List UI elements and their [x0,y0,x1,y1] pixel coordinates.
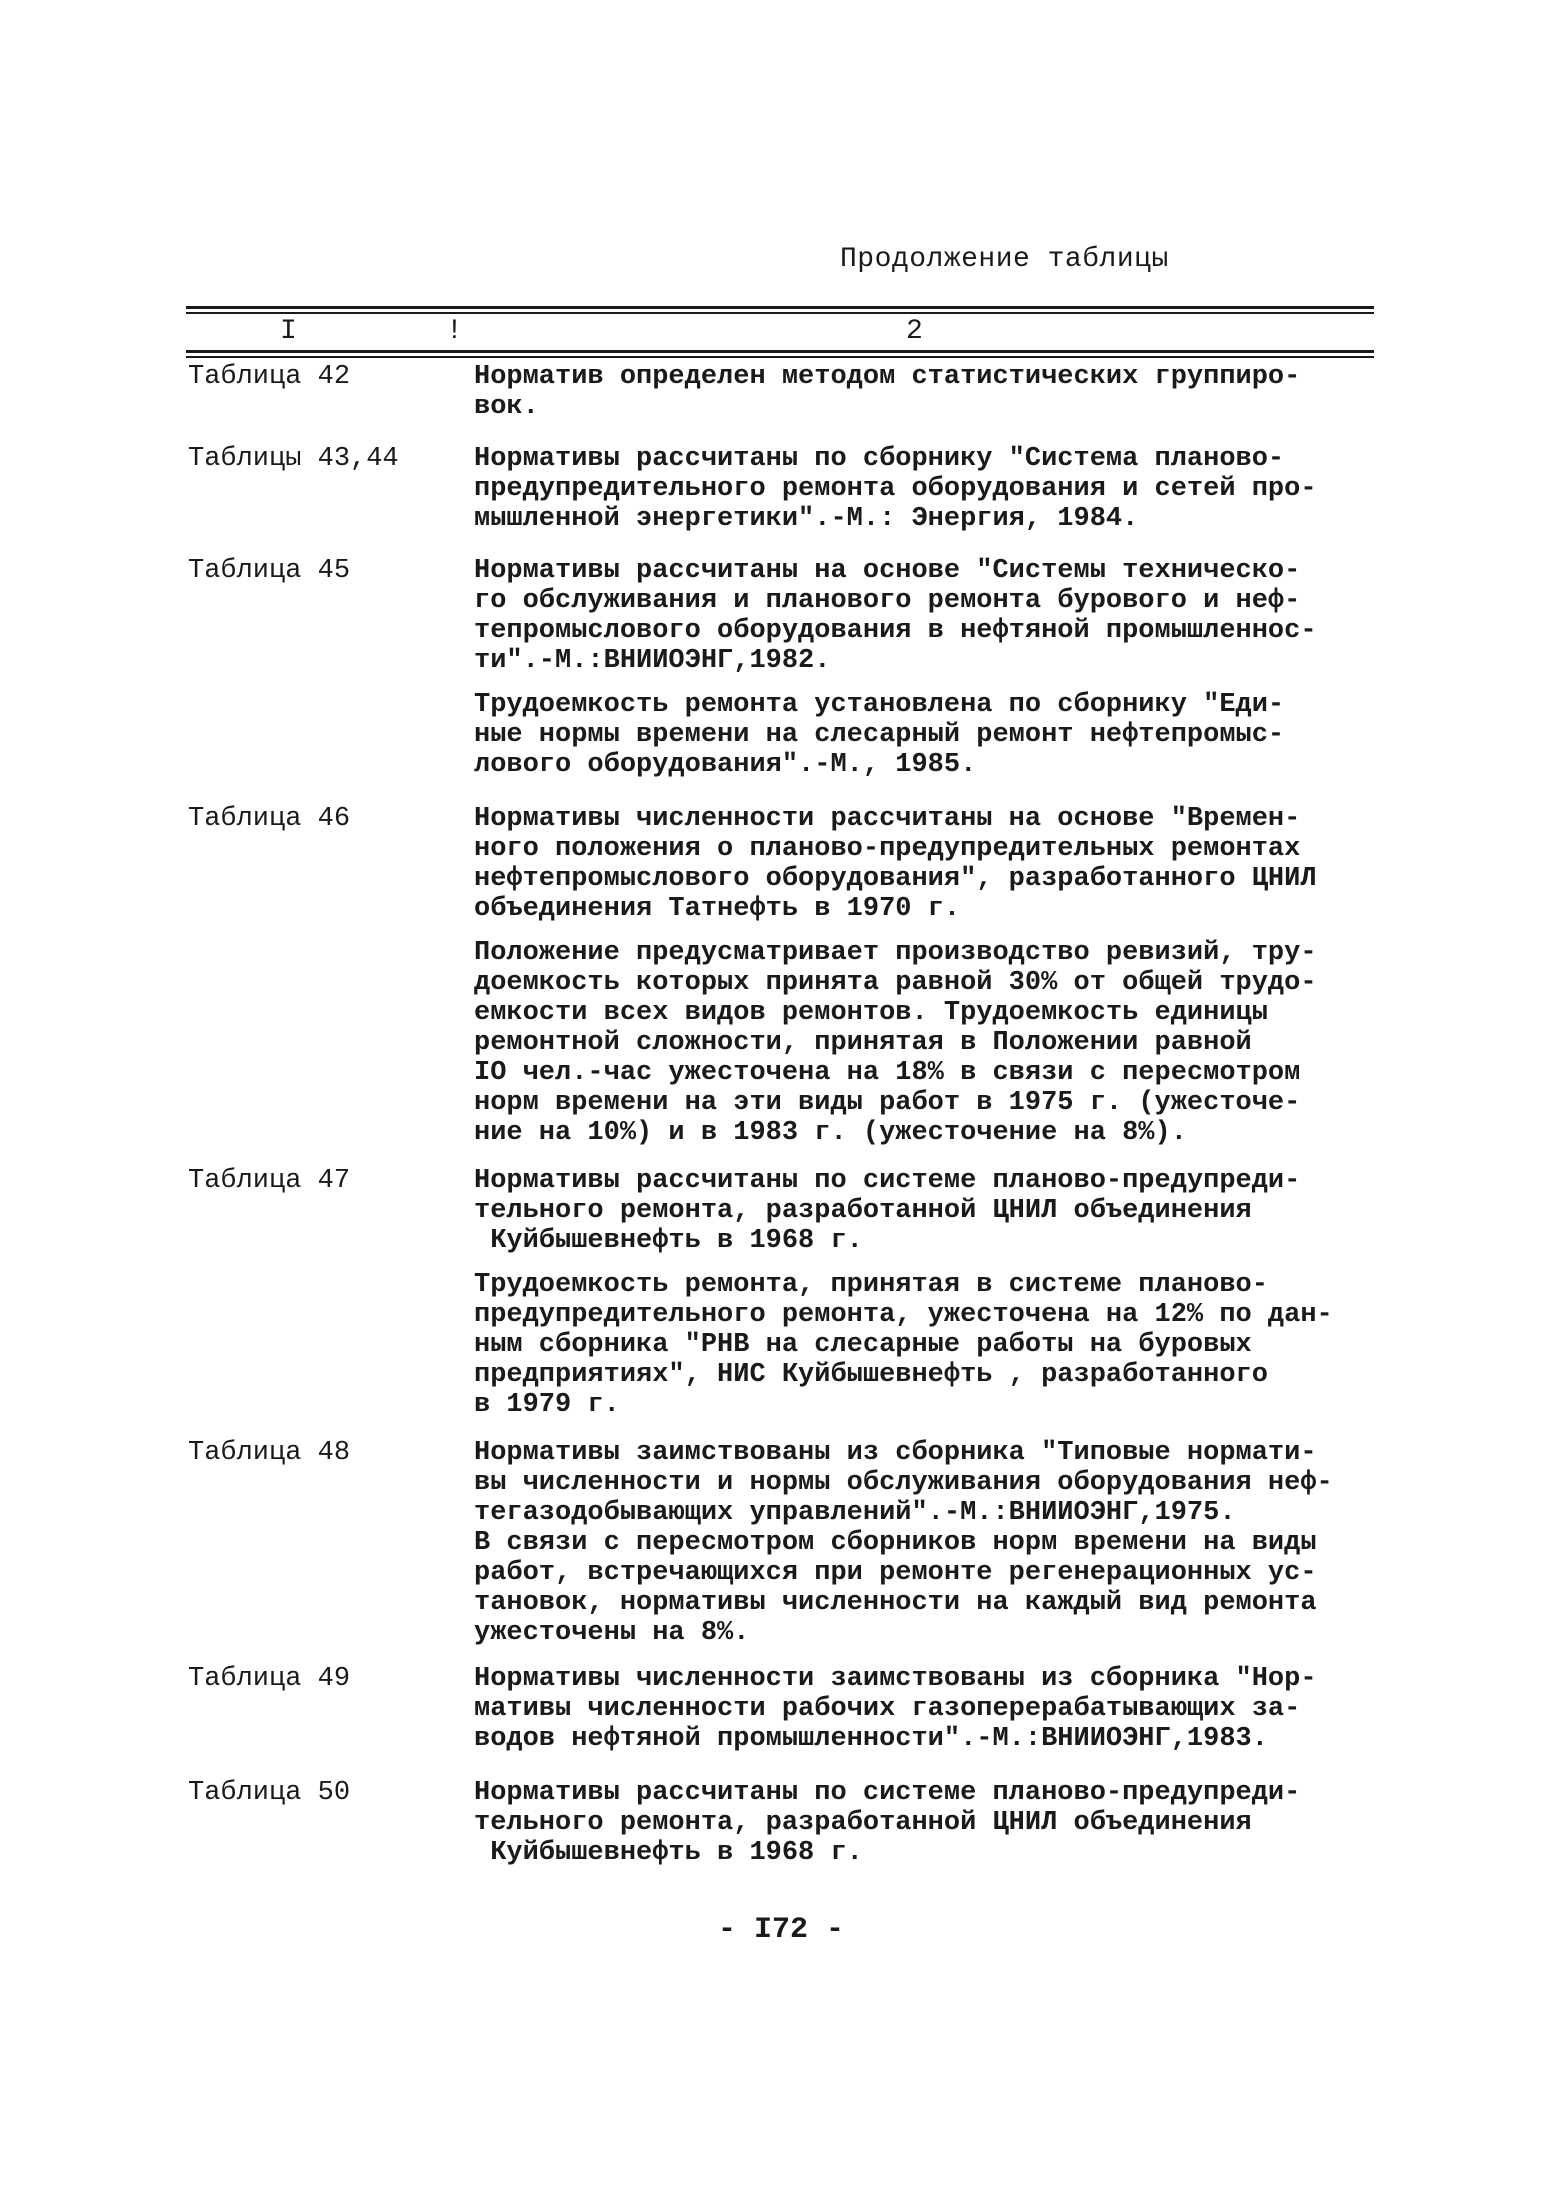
row-paragraph: Нормативы рассчитаны по сборнику "Система планово- предупредительного ремонта оборудования и сетей про- мышленной энергетики".-М.: Энергия, 1984. [474,444,1317,534]
row-paragraph: Нормативы заимствованы из сборника "Типовые нормати- вы численности и нормы обслуживания оборудования неф- тегазодобывающих управлений".-М.:ВНИИОЭНГ,1975. В связи с пересмотром сборников норм времени на виды работ, встречающихся при ремонте регенерационных ус- тановок, нормативы численности на каждый вид ремонта ужесточены на 8%. [474,1438,1333,1648]
row-label: Таблица 46 [188,804,351,834]
row-description [474,556,1404,794]
row-description [474,1438,1404,1662]
table-top-rule [186,306,1374,309]
row-label: Таблицы 43,44 [188,444,399,474]
row-description [474,362,1404,436]
row-label: Таблица 45 [188,556,351,586]
row-description [474,1778,1404,1882]
row-paragraph: Нормативы численности рассчитаны на основе "Времен- ного положения о планово-предупредительных ремонтах нефтепромыслового оборудования", разработанного ЦНИЛ объединения Татнефть в 1970 г. [474,804,1317,924]
row-paragraph: Трудоемкость ремонта установлена по сборнику "Еди- ные нормы времени на слесарный ремонт нефтепромыс- лового оборудования".-М., 1985. [474,690,1285,780]
table-top-rule-thin [186,312,1374,314]
row-label: Таблица 49 [188,1664,351,1694]
row-description [474,1166,1404,1434]
table-header-rule [186,350,1374,353]
row-paragraph: Нормативы численности заимствованы из сборника "Нор- мативы численности рабочих газоперерабатывающих за- водов нефтяной промышленности".-М.:ВНИИОЭНГ,1983. [474,1664,1317,1754]
column-header-2: 2 [906,316,923,347]
row-label: Таблица 50 [188,1778,351,1808]
row-paragraph: Норматив определен методом статистических группиро- вок. [474,362,1301,422]
table-header-rule-thin [186,356,1374,358]
row-paragraph: Нормативы рассчитаны на основе "Системы техническо- го обслуживания и планового ремонта бурового и неф- тепромыслового оборудования в нефтяной промышленнос- ти".-М.:ВНИИОЭНГ,1982. [474,556,1317,676]
row-label: Таблица 48 [188,1438,351,1468]
page-number: - I72 - [718,1913,845,1947]
row-description [474,1664,1404,1768]
row-label: Таблица 42 [188,362,351,392]
row-paragraph: Трудоемкость ремонта, принятая в системе планово- предупредительного ремонта, ужесточена на 12% по дан- ным сборника "РНВ на слесарные работы на буровых предприятиях", НИС Куйбышевнефть , разработанного в 1979 г. [474,1270,1333,1420]
row-label: Таблица 47 [188,1166,351,1196]
row-paragraph: Нормативы рассчитаны по системе планово-предупреди- тельного ремонта, разработанной ЦНИЛ объединения Куйбышевнефть в 1968 г. [474,1778,1301,1868]
row-paragraph: Нормативы рассчитаны по системе планово-предупреди- тельного ремонта, разработанной ЦНИЛ объединения Куйбышевнефть в 1968 г. [474,1166,1301,1256]
column-header-1: I [280,316,297,347]
row-description [474,804,1404,1162]
table-continuation-caption: Продолжение таблицы [840,244,1169,275]
row-paragraph: Положение предусматривает производство ревизий, тру- доемкость которых принята равной 30% от общей трудо- емкости всех видов ремонтов. Трудоемкость единицы ремонтной сложности, принятая в Положении равной IO чел.-час ужесточена на 18% в связи с пересмотром норм времени на эти виды работ в 1975 г. (ужесточе- ние на 10%) и в 1983 г. (ужесточение на 8%). [474,938,1317,1148]
row-description [474,444,1404,548]
column-header-separator: ! [446,316,463,347]
